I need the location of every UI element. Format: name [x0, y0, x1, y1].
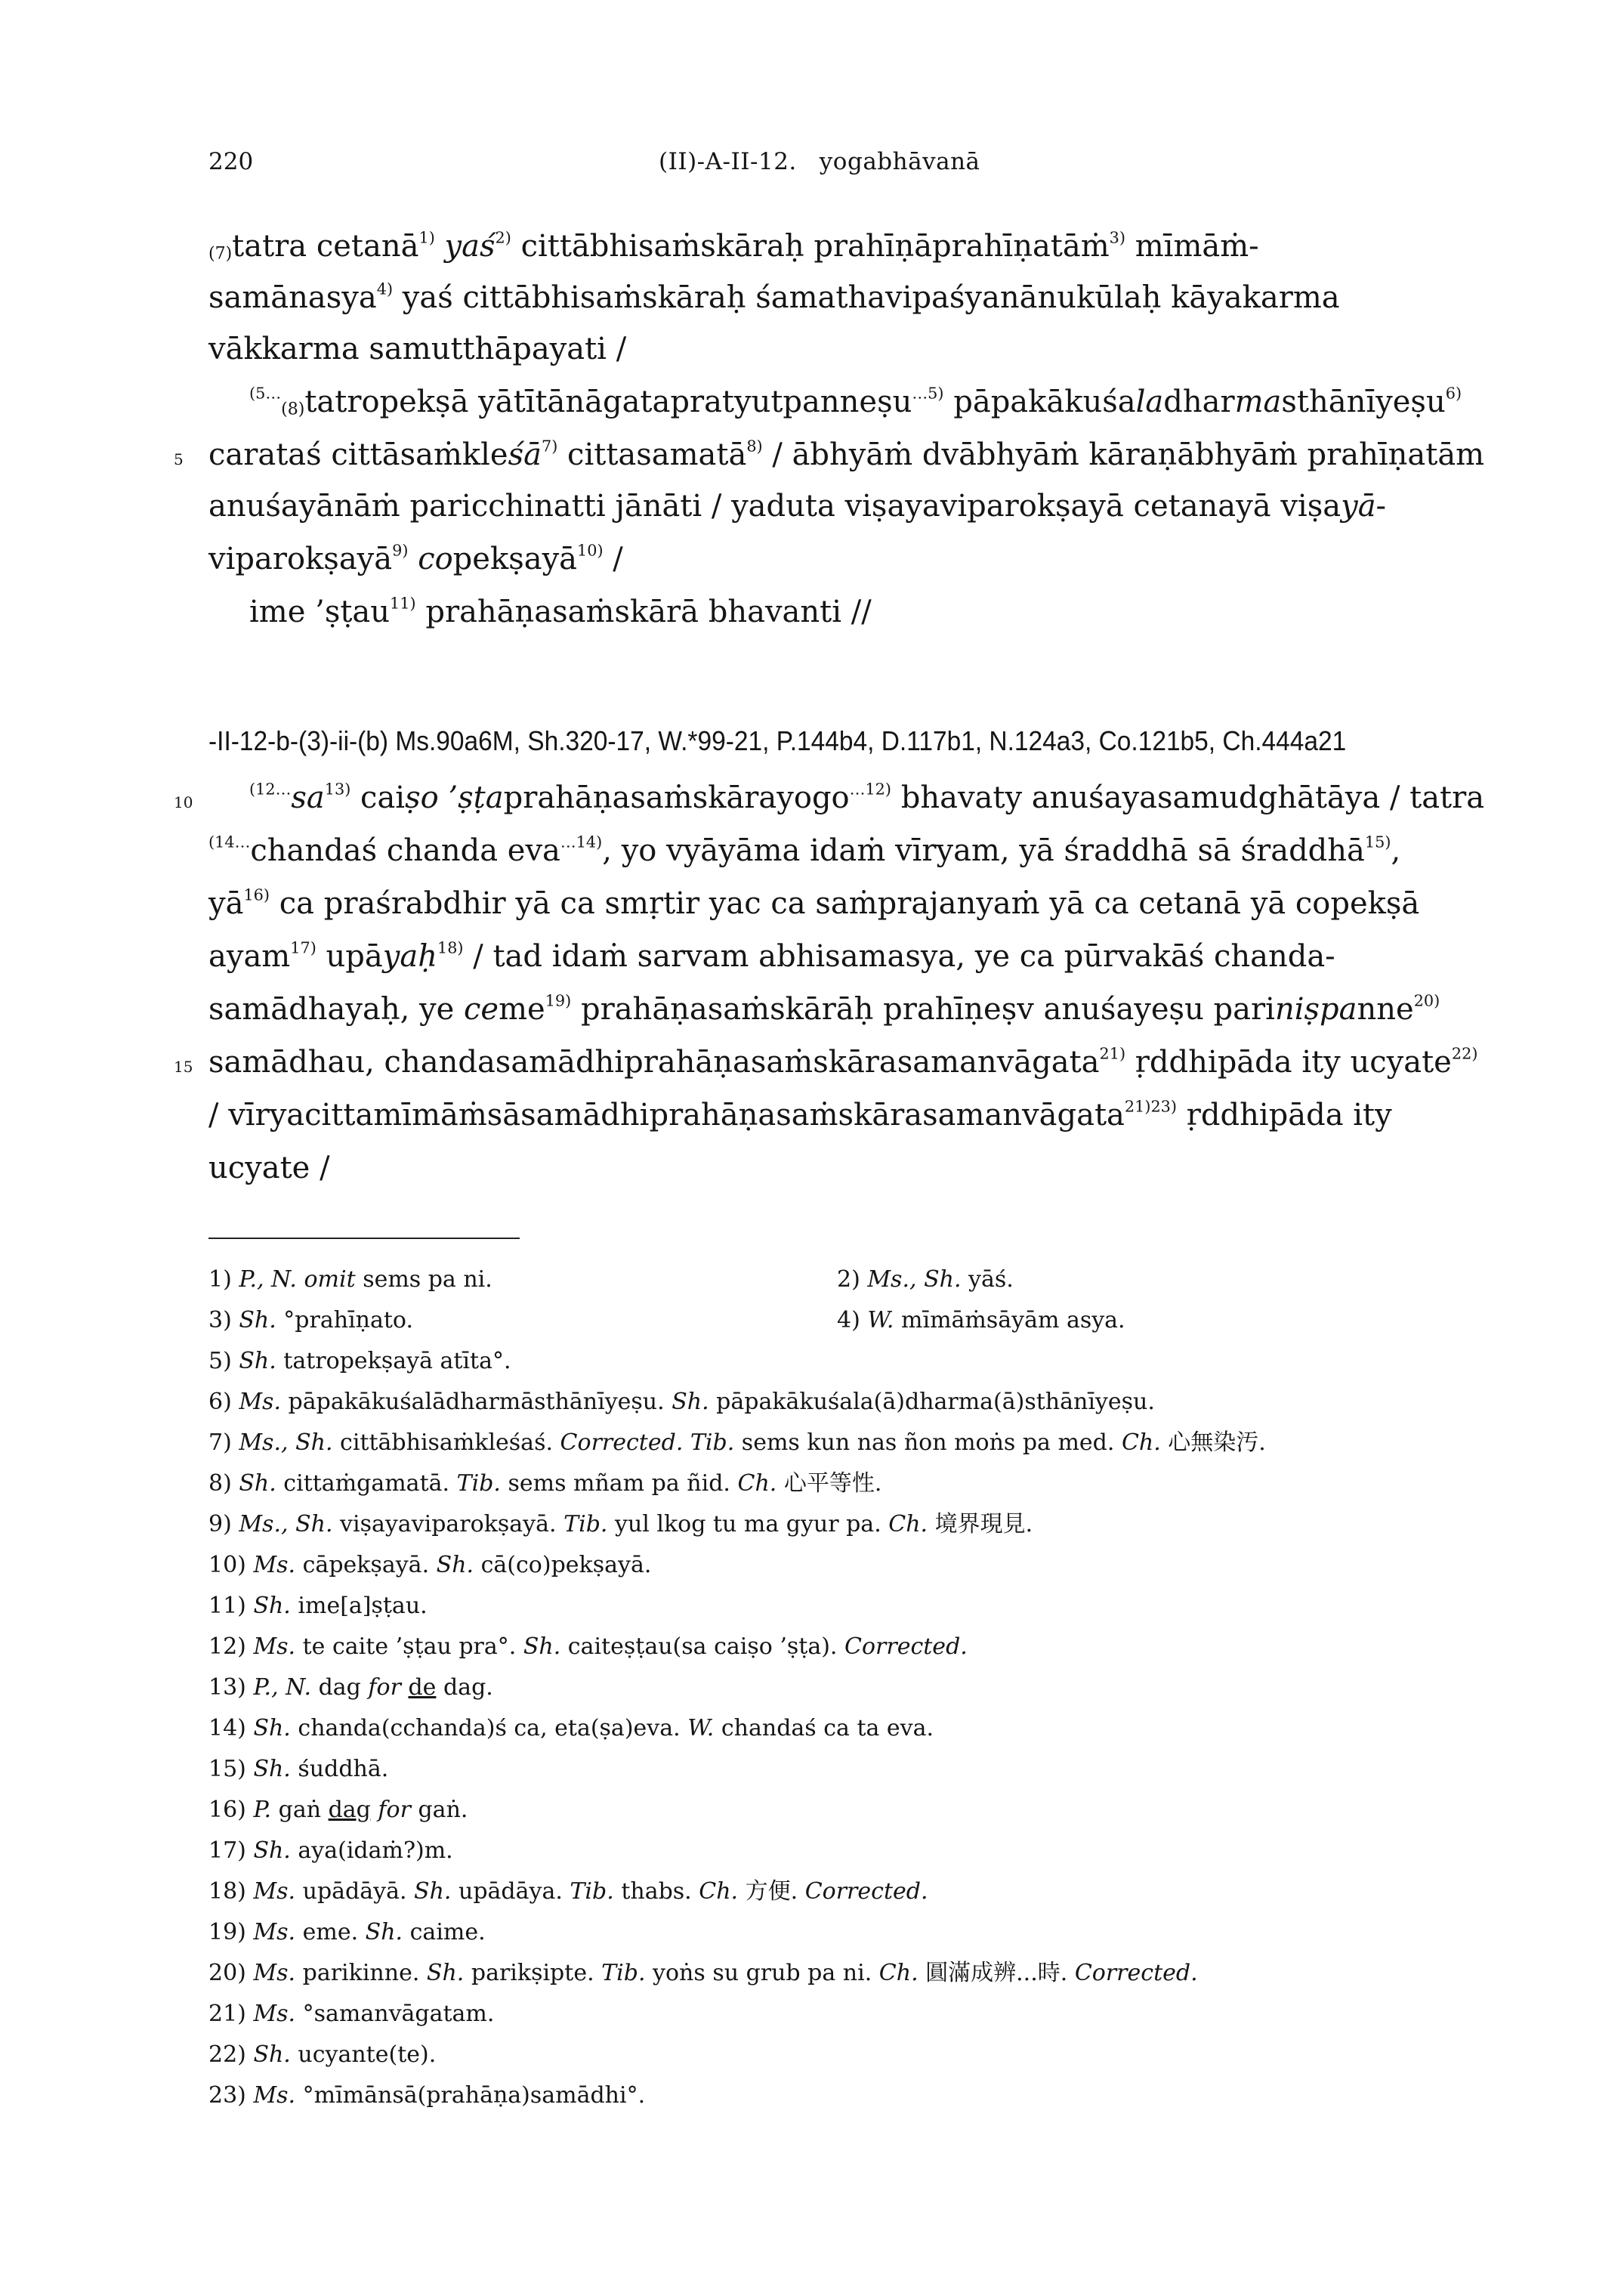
- text-line-1: $_{(7)}$tatra cetanā$^{1)}$ yaś$^{2)}$ cittābhisaṁskāraḥ prahīṇāprahīṇatāṁ$^{3)}$ mīmāṁ-: [208, 228, 1259, 264]
- running-title: yogabhāvanā: [819, 148, 980, 175]
- footnote-22: 22) Sh. ucyante(te).: [208, 2041, 437, 2068]
- footnote-1: 1) P., N. omit sems pa ni.: [208, 1266, 492, 1293]
- line-number-15: 15: [174, 1058, 193, 1076]
- text-line-6: anuśayānāṁ paricchinatti jānāti / yaduta viṣayaviparokṣayā cetanayā viṣayā-: [208, 489, 1387, 524]
- footnote-21: 21) Ms. °samanvāgatam.: [208, 2001, 495, 2027]
- text-line-8: ime ’ṣṭau$^{11)}$ prahāṇasaṁskārā bhavanti //: [249, 594, 872, 629]
- page-number: 220: [208, 148, 254, 175]
- manuscript-reference: -II-12-b-(3)-ii-(b) Ms.90a6M, Sh.320-17, W.*99-21, P.144b4, D.117b1, N.124a3, Co.121b5, Ch.444a21: [208, 725, 1347, 756]
- line-number-5: 5: [174, 450, 184, 468]
- footnote-8: 8) Sh. cittaṁgamatā. Tib. sems mñam pa ñid. Ch. 心平等性.: [208, 1470, 882, 1497]
- footnote-11: 11) Sh. ime[a]ṣṭau.: [208, 1593, 428, 1619]
- footnote-14: 14) Sh. chanda(cchanda)ś ca, eta(ṣa)eva. W. chandaś ca ta eva.: [208, 1715, 934, 1741]
- text-line-14: samādhayaḥ, ye ceme$^{19)}$ prahāṇasaṁskārāḥ prahīṇeṣv anuśayeṣu pariniṣpanne$^{20)}$: [208, 991, 1440, 1027]
- footnote-6: 6) Ms. pāpakākuśalādharmāsthānīyeṣu. Sh. pāpakākuśala(ā)dharma(ā)sthānīyeṣu.: [208, 1389, 1155, 1415]
- text-line-12: $yā^{16)}$ ca praśrabdhir yā ca smṛtir yac ca saṁprajanyaṁ yā ca cetanā yā copekṣā: [208, 885, 1420, 921]
- footnote-16: 16) P. gaṅ dag for gaṅ.: [208, 1797, 468, 1823]
- text-line-7: viparokṣayā$^{9)}$ copekṣayā$^{10)}$ /: [208, 541, 623, 576]
- footnote-23: 23) Ms. °mīmānsā(prahāṇa)samādhi°.: [208, 2082, 646, 2109]
- text-line-15: samādhau, chandasamādhiprahāṇasaṁskārasamanvāgata$^{21)}$ ṛddhipāda ity ucyate$^{22)}$: [208, 1044, 1478, 1080]
- footnote-9: 9) Ms., Sh. viṣayaviparokṣayā. Tib. yul lkog tu ma gyur pa. Ch. 境界現見.: [208, 1511, 1033, 1537]
- footnote-20: 20) Ms. parikinne. Sh. parikṣipte. Tib. yoṅs su grub pa ni. Ch. 圓滿成辨...時. Corrected.: [208, 1960, 1198, 1986]
- text-line-17: ucyate /: [208, 1151, 330, 1185]
- text-line-3: vākkarma samutthāpayati /: [208, 332, 627, 366]
- footnote-10: 10) Ms. cāpekṣayā. Sh. cā(co)pekṣayā.: [208, 1552, 652, 1578]
- text-line-5: carataś cittāsaṁkleśā$^{7)}$ cittasamatā$^{8)}$ / ābhyāṁ dvābhyāṁ kāraṇābhyāṁ prahīṇatām: [208, 437, 1485, 472]
- text-line-2: samānasya$^{4)}$ yaś cittābhisaṁskāraḥ śamathavipaśyanānukūlaḥ kāyakarma: [208, 280, 1340, 315]
- text-line-10: $^{(12\dots}sa^{13)}$ caiṣo ’ṣṭaprahāṇasaṁskārayogo$^{\dots 12)}$ bhavaty anuśayasamudghātāya / tatra: [249, 780, 1485, 815]
- footnote-12: 12) Ms. te caite ’ṣṭau pra°. Sh. caiteṣṭau(sa caiṣo ’ṣṭa). Corrected.: [208, 1633, 968, 1660]
- footnote-17: 17) Sh. aya(idaṁ?)m.: [208, 1837, 453, 1864]
- text-line-16: / vīryacittamīmāṁsāsamādhiprahāṇasaṁskārasamanvāgata$^{21)23)}$ ṛddhipāda ity: [208, 1097, 1392, 1133]
- text-line-13: ayam$^{17)}$ upāyaḥ$^{18)}$ / tad idaṁ sarvam abhisamasya, ye ca pūrvakāś chanda-: [208, 938, 1335, 974]
- footnote-15: 15) Sh. śuddhā.: [208, 1756, 389, 1782]
- footnote-7: 7) Ms., Sh. cittābhisaṁkleśaś. Corrected. Tib. sems kun nas ñon moṅs pa med. Ch. 心無染汚.: [208, 1429, 1266, 1456]
- line-number-10: 10: [174, 793, 193, 811]
- footnote-divider: [208, 1238, 520, 1239]
- text-line-4: $^{(5\dots}_{(8)}$tatropekṣā yātītānāgatapratyutpanneṣu$^{\dots 5)}$ pāpakākuśaladharmasthānīyeṣu$^{6)}$: [249, 384, 1462, 419]
- footnote-3: 3) Sh. °prahīṇato.: [208, 1307, 413, 1333]
- footnote-19: 19) Ms. eme. Sh. caime.: [208, 1919, 486, 1945]
- footnote-18: 18) Ms. upādāyā. Sh. upādāya. Tib. thabs. Ch. 方便. Corrected.: [208, 1878, 928, 1905]
- footnote-13: 13) P., N. dag for de dag.: [208, 1674, 493, 1701]
- running-header: [659, 148, 980, 175]
- footnote-5: 5) Sh. tatropekṣayā atīta°.: [208, 1348, 511, 1374]
- footnote-4: 4) W. mīmāṁsāyām asya.: [837, 1307, 1125, 1333]
- footnote-2: 2) Ms., Sh. yāś.: [837, 1266, 1014, 1293]
- section-number: (II)-A-II-12.: [659, 148, 797, 175]
- text-line-11: $^{(14\dots}$chandaś chanda eva$^{\dots 14)}$, yo vyāyāma idaṁ vīryam, yā śraddhā sā śraddhā$^{15)}$,: [208, 833, 1401, 868]
